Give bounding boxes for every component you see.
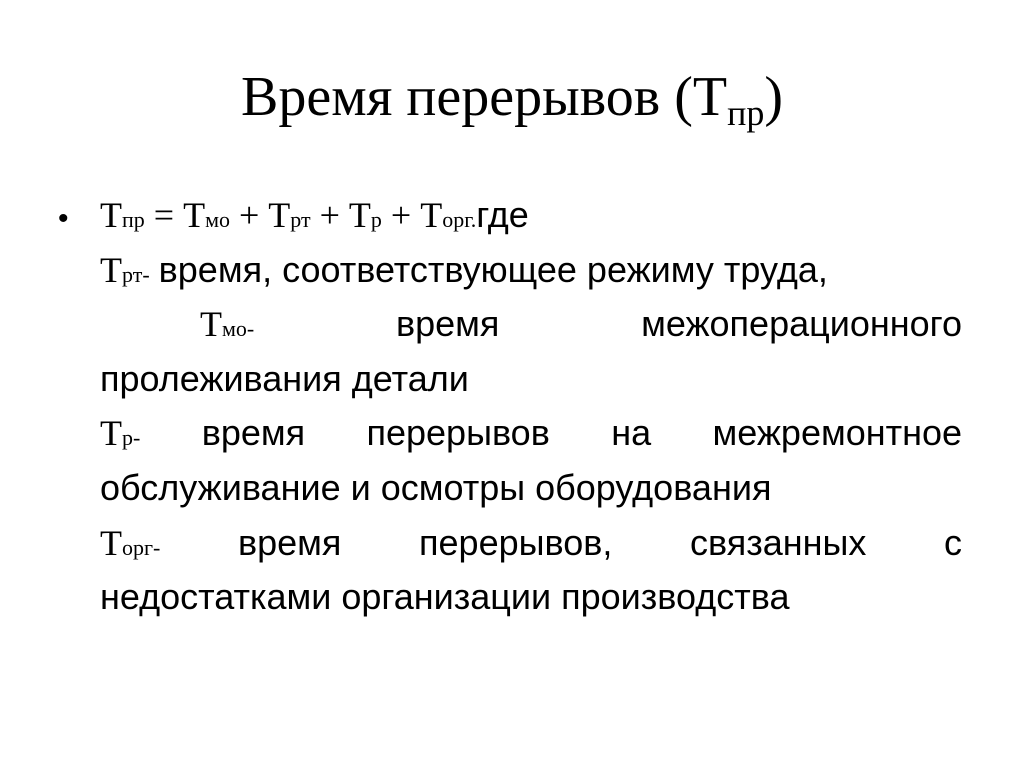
formula-where: где xyxy=(476,194,529,235)
definition-subscript: рт- xyxy=(122,261,150,287)
definition-subscript: р- xyxy=(122,425,141,451)
definition-continuation: пролеживания детали xyxy=(100,357,469,399)
definition-continuation: недостатками организации производства xyxy=(100,576,790,618)
slide-title xyxy=(0,62,1024,132)
slide-body xyxy=(100,188,962,625)
definition-line xyxy=(100,297,962,352)
formula-text: + Т xyxy=(381,195,443,235)
definition-symbol: Т xyxy=(100,249,122,290)
definition-continuation: обслуживание и осмотры оборудования xyxy=(100,466,772,508)
formula-line xyxy=(100,188,962,243)
definition-text: время, соответствующее режиму труда, xyxy=(158,248,828,290)
definition-symbol: Т xyxy=(200,304,222,345)
formula-symbol: Т xyxy=(100,195,122,235)
definition-word: межремонтное xyxy=(712,412,962,454)
formula-text: + Т xyxy=(230,195,291,235)
definition-word: время xyxy=(237,521,342,563)
bullet-icon: • xyxy=(58,202,69,235)
formula-subscript: мо xyxy=(205,207,230,232)
formula-subscript: р xyxy=(370,207,382,232)
definition-word: перерывов, xyxy=(419,521,613,563)
definition-line xyxy=(100,516,962,571)
formula-subscript: рт xyxy=(290,207,311,232)
title-close-paren: ) xyxy=(764,66,783,128)
definition-subscript: мо- xyxy=(222,316,255,342)
formula-subscript: пр xyxy=(122,207,145,232)
definition-subscript: орг- xyxy=(122,534,161,560)
definition-word: межоперационного xyxy=(641,303,962,345)
definition-word: с xyxy=(944,521,962,563)
definition-line xyxy=(100,406,962,461)
formula-text: = Т xyxy=(144,195,206,235)
definition-word: на xyxy=(611,412,652,454)
definition-word: перерывов xyxy=(366,412,550,454)
title-subscript: пр xyxy=(727,93,765,133)
formula-subscript: орг. xyxy=(442,207,477,232)
formula-text: + Т xyxy=(310,195,371,235)
definition-word: время xyxy=(395,303,500,345)
definition-symbol: Т xyxy=(100,522,122,563)
title-text: Время перерывов (Т xyxy=(241,66,728,128)
definition-word: время xyxy=(201,412,306,454)
definition-symbol: Т xyxy=(100,413,122,454)
definition-word: связанных xyxy=(689,521,867,563)
definition-line xyxy=(100,243,962,298)
